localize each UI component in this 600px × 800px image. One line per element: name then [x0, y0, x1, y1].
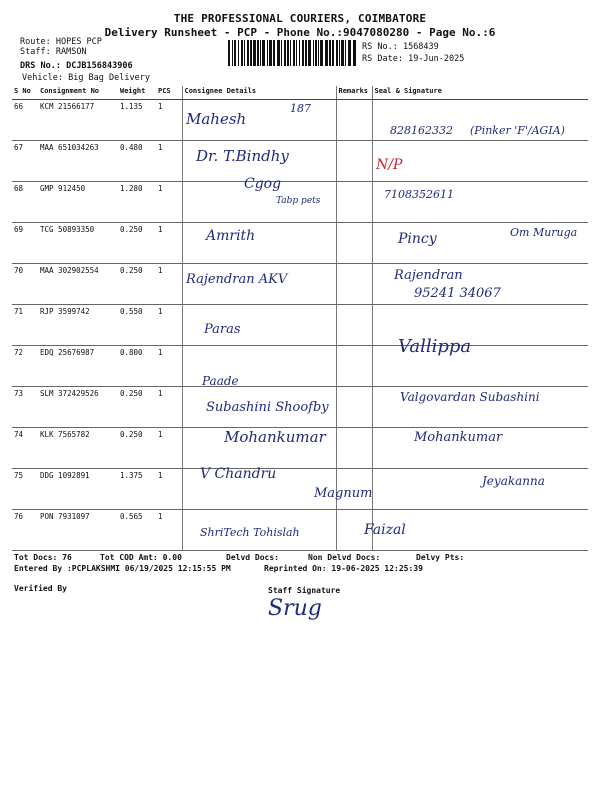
- cell-weight: 0.250: [118, 387, 156, 428]
- cell-weight: 1.135: [118, 100, 156, 141]
- table-header-row: [12, 86, 588, 100]
- staff-signature-scrawl: Srug: [268, 596, 322, 621]
- cell-pcs: 1: [156, 469, 182, 510]
- cell-sno: 72: [12, 346, 38, 387]
- col-consignee: Consignee Details: [182, 86, 336, 100]
- hw-r67-np: N/P: [376, 157, 403, 173]
- col-consignment: Consignment No: [38, 86, 118, 100]
- hw-r67-name: Dr. T.Bindhy: [196, 147, 289, 165]
- hw-r75-mid: Magnum: [314, 486, 373, 501]
- tot-cod-amt: Tot COD Amt: 0.00: [100, 553, 182, 562]
- cell-sno: 71: [12, 305, 38, 346]
- staff-signature-label: Staff Signature: [268, 586, 341, 595]
- col-weight: Weight: [118, 86, 156, 100]
- entered-by: Entered By :PCPLAKSHMI 06/19/2025 12:15:55 PM: [14, 564, 231, 573]
- cell-weight: 1.280: [118, 182, 156, 223]
- cell-sno: 76: [12, 510, 38, 551]
- col-sno: S No: [12, 86, 38, 100]
- cell-consignment-no: EDQ 25676987: [38, 346, 118, 387]
- hw-r75-name: V Chandru: [200, 466, 277, 482]
- table-row: [12, 264, 588, 305]
- hw-r76-sig: Faizal: [364, 522, 406, 538]
- hw-r66-note: 187: [290, 102, 311, 115]
- cell-consignment-no: GMP 912450: [38, 182, 118, 223]
- delvy-pts: Delvy Pts:: [416, 553, 465, 562]
- cell-remarks: [336, 223, 372, 264]
- barcode-image: [228, 40, 356, 66]
- cell-remarks: [336, 305, 372, 346]
- cell-remarks: [336, 346, 372, 387]
- staff-line: Staff: RAMSON: [20, 47, 87, 57]
- cell-weight: 0.250: [118, 264, 156, 305]
- hw-r71-name: Paras: [204, 322, 241, 337]
- table-row: [12, 141, 588, 182]
- tot-docs: Tot Docs: 76: [14, 553, 72, 562]
- hw-r70-num: 95241 34067: [414, 286, 501, 301]
- hw-r69-sig2: Om Muruga: [510, 226, 578, 239]
- cell-sno: 70: [12, 264, 38, 305]
- vehicle-value: Big Bag Delivery: [68, 73, 150, 83]
- hw-r69-name: Amrith: [206, 228, 256, 244]
- cell-weight: 0.565: [118, 510, 156, 551]
- table-row: [12, 223, 588, 264]
- hw-r72-name: Paade: [202, 374, 239, 388]
- hw-r76-name: ShriTech Tohislah: [200, 526, 300, 539]
- cell-sno: 75: [12, 469, 38, 510]
- cell-consignment-no: PON 7931097: [38, 510, 118, 551]
- hw-r71-sig: Vallippa: [398, 336, 472, 357]
- hw-r74-sig: Mohankumar: [414, 430, 503, 445]
- non-delvd-docs: Non Delvd Docs:: [308, 553, 381, 562]
- cell-seal-signature: [372, 141, 588, 182]
- table-row: [12, 305, 588, 346]
- cell-sno: 73: [12, 387, 38, 428]
- cell-remarks: [336, 387, 372, 428]
- cell-consignment-no: MAA 651034263: [38, 141, 118, 182]
- cell-sno: 69: [12, 223, 38, 264]
- cell-consignment-no: TCG 50893350: [38, 223, 118, 264]
- cell-weight: 0.480: [118, 141, 156, 182]
- cell-remarks: [336, 141, 372, 182]
- cell-consignment-no: SLM 372429526: [38, 387, 118, 428]
- cell-pcs: 1: [156, 305, 182, 346]
- drs-value: DCJB156843906: [66, 61, 133, 71]
- col-remarks: Remarks: [336, 86, 372, 100]
- hw-r74-name: Mohankumar: [224, 428, 326, 446]
- cell-pcs: 1: [156, 100, 182, 141]
- hw-r73-name: Subashini Shoofby: [206, 400, 329, 415]
- cell-weight: 0.250: [118, 223, 156, 264]
- rs-date-line: RS Date: 19-Jun-2025: [362, 54, 465, 64]
- hw-r73-sig: Valgovardan Subashini: [400, 390, 540, 404]
- hw-r66-tag: (Pinker 'F'/AGIA): [470, 124, 565, 137]
- rs-no-value: 1568439: [402, 42, 439, 52]
- hw-r66-name: Mahesh: [186, 110, 247, 128]
- cell-pcs: 1: [156, 346, 182, 387]
- hw-r68-sig: 7108352611: [384, 188, 454, 201]
- route-value: HOPES PCP: [55, 37, 102, 47]
- hw-r68-note: Tabp pets: [276, 196, 321, 206]
- cell-sno: 66: [12, 100, 38, 141]
- cell-weight: 0.250: [118, 428, 156, 469]
- cell-weight: 1.375: [118, 469, 156, 510]
- rs-no-line: RS No.: 1568439: [362, 42, 439, 52]
- cell-remarks: [336, 264, 372, 305]
- cell-pcs: 1: [156, 223, 182, 264]
- cell-consignment-no: DDG 1092891: [38, 469, 118, 510]
- rs-date-value: 19-Jun-2025: [408, 54, 465, 64]
- cell-consignment-no: KCM 21566177: [38, 100, 118, 141]
- hw-r66-sig: 828162332: [390, 124, 453, 137]
- cell-pcs: 1: [156, 510, 182, 551]
- cell-pcs: 1: [156, 182, 182, 223]
- route-line: Route: HOPES PCP: [20, 37, 102, 47]
- cell-sno: 67: [12, 141, 38, 182]
- cell-seal-signature: [372, 469, 588, 510]
- cell-sno: 68: [12, 182, 38, 223]
- verified-by-label: Verified By: [14, 584, 67, 593]
- cell-consignment-no: MAA 302902554: [38, 264, 118, 305]
- col-seal: Seal & Signature: [372, 86, 588, 100]
- cell-consignment-no: KLK 7565782: [38, 428, 118, 469]
- hw-r70-sig: Rajendran: [394, 268, 463, 283]
- cell-weight: 0.800: [118, 346, 156, 387]
- cell-sno: 74: [12, 428, 38, 469]
- col-pcs: PCS: [156, 86, 182, 100]
- runsheet-title: Delivery Runsheet - PCP - Phone No.:9047080280 - Page No.:6: [104, 26, 496, 39]
- cell-weight: 0.550: [118, 305, 156, 346]
- cell-pcs: 1: [156, 387, 182, 428]
- cell-remarks: [336, 182, 372, 223]
- hw-r68-name: Cgog: [244, 176, 282, 192]
- cell-consignment-no: RJP 3599742: [38, 305, 118, 346]
- cell-pcs: 1: [156, 141, 182, 182]
- table-row: [12, 510, 588, 551]
- staff-value: RAMSON: [55, 47, 87, 57]
- delvd-docs: Delvd Docs:: [226, 553, 279, 562]
- hw-r75-sig: Jeyakanna: [482, 474, 545, 488]
- reprinted-on: Reprinted On: 19-06-2025 12:25:39: [264, 564, 423, 573]
- table-row: [12, 346, 588, 387]
- cell-remarks: [336, 428, 372, 469]
- drs-line: DRS No.: DCJB156843906: [20, 61, 133, 71]
- cell-pcs: 1: [156, 428, 182, 469]
- hw-r69-sig: Pincy: [398, 231, 437, 247]
- company-title: THE PROFESSIONAL COURIERS, COIMBATORE: [173, 12, 427, 25]
- vehicle-line: Vehicle: Big Bag Delivery: [22, 73, 150, 83]
- cell-pcs: 1: [156, 264, 182, 305]
- hw-r70-name: Rajendran AKV: [186, 272, 288, 287]
- cell-remarks: [336, 100, 372, 141]
